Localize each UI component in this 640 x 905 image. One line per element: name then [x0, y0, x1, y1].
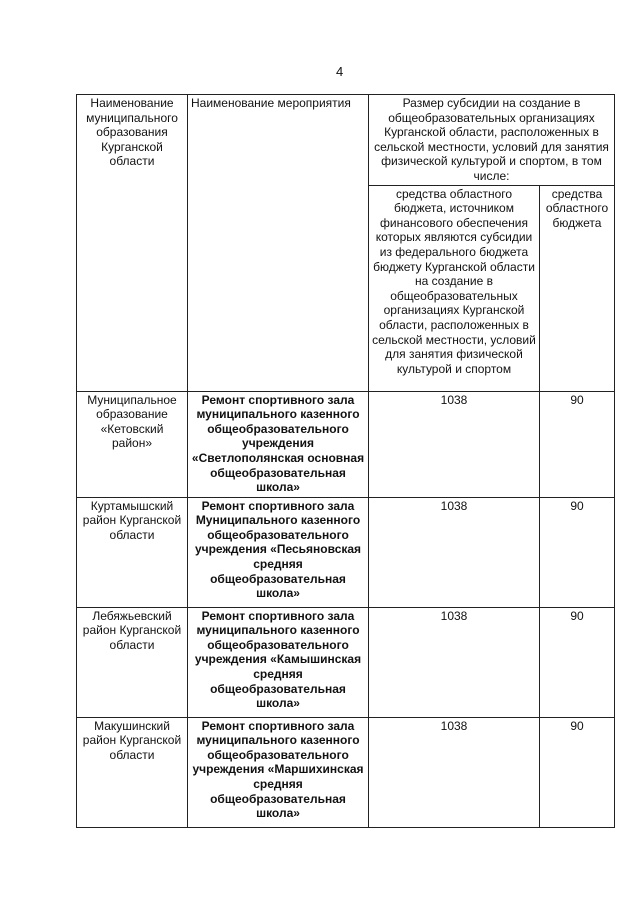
header-event: Наименование мероприятия — [188, 95, 369, 392]
header-subsidy: Размер субсидии на создание в общеобразовательных организациях Курганской области, расположенных в сельской местности, условий для занятия физической культурой и спортом, в том числе: — [369, 95, 615, 186]
row-event: Ремонт спортивного зала муниципального казенного общеобразовательного учреждения «Камышинская средняя общеобразовательная школа» — [188, 607, 369, 717]
row-federal-value: 1038 — [369, 391, 540, 497]
row-municipality: Муниципальное образование «Кетовский район» — [77, 391, 188, 497]
subsidy-table — [76, 94, 615, 828]
row-federal-value: 1038 — [369, 497, 540, 607]
row-event: Ремонт спортивного зала Муниципального казенного общеобразовательного учреждения «Песьяновская средняя общеобразовательная школа» — [188, 497, 369, 607]
table-row — [77, 717, 615, 827]
row-regional-value: 90 — [540, 717, 615, 827]
row-regional-value: 90 — [540, 391, 615, 497]
row-municipality: Макушинский район Курганской области — [77, 717, 188, 827]
table-row — [77, 391, 615, 497]
row-event: Ремонт спортивного зала муниципального казенного общеобразовательного учреждения «Светлополянская основная общеобразовательная школа» — [188, 391, 369, 497]
row-regional-value: 90 — [540, 607, 615, 717]
row-municipality: Куртамышский район Курганской области — [77, 497, 188, 607]
row-federal-value: 1038 — [369, 607, 540, 717]
table-row — [77, 607, 615, 717]
header-federal-source: средства областного бюджета, источником финансового обеспечения которых являются субсидии из федерального бюджета бюджету Курганской области на создание в общеобразовательных организациях Курганской области, расположенных в сельской местности, условий для занятия физической культурой и спортом — [369, 185, 540, 391]
header-regional: средства областного бюджета — [540, 185, 615, 391]
row-federal-value: 1038 — [369, 717, 540, 827]
table-row — [77, 497, 615, 607]
row-municipality: Лебяжьевский район Курганской области — [77, 607, 188, 717]
header-row — [77, 95, 615, 186]
page-number: 4 — [336, 64, 344, 79]
row-event: Ремонт спортивного зала муниципального казенного общеобразовательного учреждения «Маршихинская средняя общеобразовательная школа» — [188, 717, 369, 827]
row-regional-value: 90 — [540, 497, 615, 607]
header-municipality: Наименование муниципального образования Курганской области — [77, 95, 188, 392]
